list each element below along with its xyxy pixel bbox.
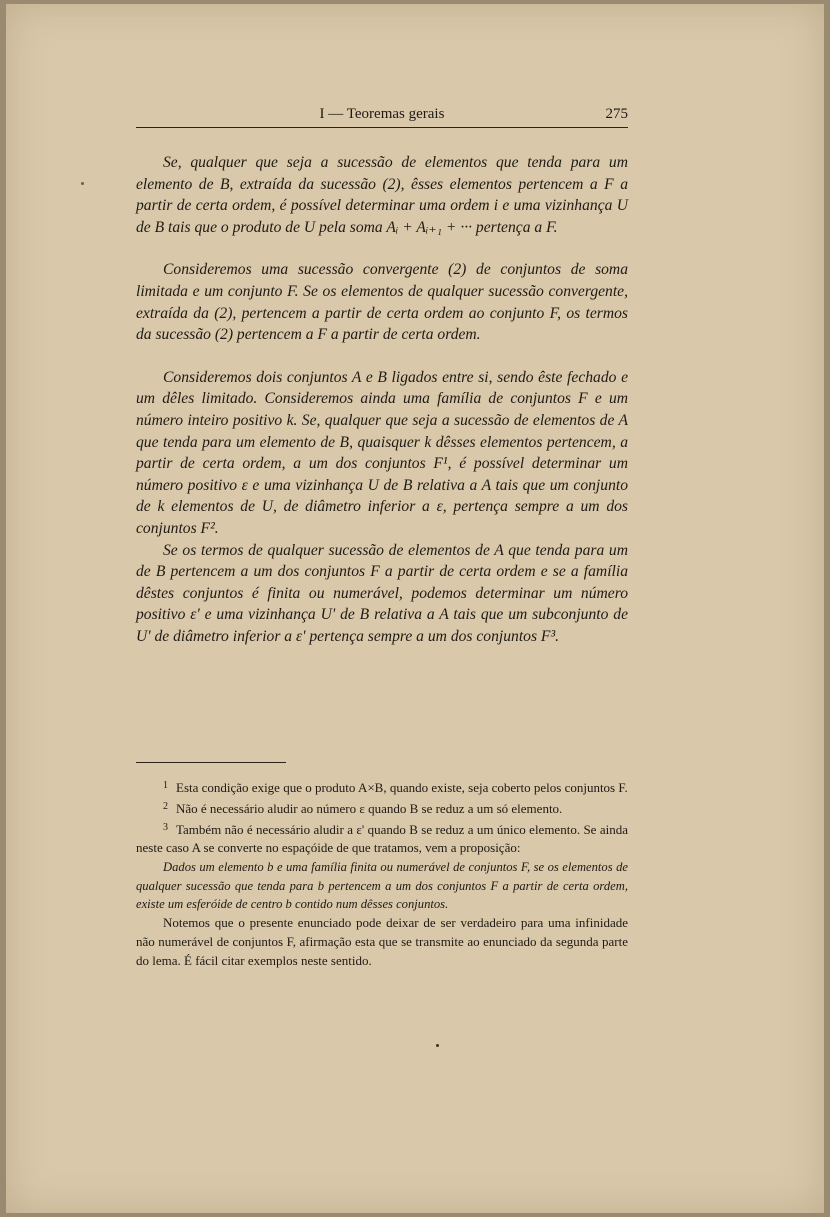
footnote-text: Não é necessário aludir ao número ε quando B se reduz a um só elemento. [176, 800, 563, 816]
footnote-text: Também não é necessário aludir a ε' quando B se reduz a um único elemento. Se ainda neste caso A se converte no espaçóide de que tratamos, vem a proposição: [136, 821, 628, 856]
footnote-2 [136, 798, 628, 819]
paragraph-2: Consideremos uma sucessão convergente (2) de conjuntos de soma limitada e um conjunto F. Se os elementos de qualquer sucessão convergente, extraída da (2), pertencem a partir de certa ordem ao conjunto F, os termos da sucessão (2) pertencem a F a partir de certa ordem. [136, 261, 628, 344]
header-rule [136, 127, 628, 128]
paper-speck [81, 182, 84, 185]
main-text [136, 152, 628, 668]
footnote-mark: 1 [163, 780, 168, 791]
section-title: I — Teoremas gerais [319, 106, 445, 122]
running-header [136, 106, 628, 128]
proposition: Dados um elemento b e uma família finita ou numerável de conjuntos F, se os elementos de qualquer sucessão que tenda para b pertencem a um dos conjuntos F a partir de certa ordem, existe um esferóide de centro b contido num dêsses conjuntos. [136, 860, 628, 912]
footnote-3 [136, 819, 628, 859]
footnote-mark: 2 [163, 800, 168, 812]
footnotes [136, 777, 628, 970]
page-number: 275 [605, 106, 628, 122]
footnote-mark: 3 [163, 821, 168, 833]
footnote-1 [136, 777, 628, 798]
closing-note: Notemos que o presente enunciado pode deixar de ser verdadeiro para uma infinidade não numerável de conjuntos F, afirmação esta que se transmite ao enunciado da segunda parte do lema. É fácil citar exemplos neste sentido. [136, 914, 628, 968]
paragraph-4: Se os termos de qualquer sucessão de elementos de A que tenda para um de B pertencem a um dos conjuntos F a partir de certa ordem e se a família dêstes conjuntos é finita ou numerável, podemos determinar um número positivo ε' e uma vizinhança U' de B relativa a A tais que um subconjunto de U' de diâmetro inferior a ε' pertença sempre a um dos conjuntos F³. [136, 541, 628, 645]
footnote-text: Esta condição exige que o produto A×B, quando existe, seja coberto pelos conjuntos F. [176, 780, 628, 795]
footnote-rule [136, 762, 286, 763]
ink-dot [436, 1044, 439, 1047]
paragraph-3: Consideremos dois conjuntos A e B ligados entre si, sendo êste fechado e um dêles limitado. Consideremos ainda uma família de conjuntos F e um número inteiro positivo k. Se, qualquer que seja a sucessão de elementos de A que tenda para um elemento de B, quaisquer k dêsses elementos pertencem, a partir de certa ordem, a um dos conjuntos F¹, é possível determinar um número positivo ε e uma vizinhança U de B relativa a A tais que um conjunto de k elementos de U, de diâmetro inferior a ε, pertença sempre a um dos conjuntos F². [136, 368, 628, 537]
paragraph-1: Se, qualquer que seja a sucessão de elementos que tenda para um elemento de B, extraída da sucessão (2), êsses elementos pertencem a F a partir de certa ordem, é possível determinar uma ordem i e uma vizinhança U de B tais que o produto de U pela soma Aᵢ + Aᵢ₊₁ + ··· pertença a F. [136, 154, 628, 236]
